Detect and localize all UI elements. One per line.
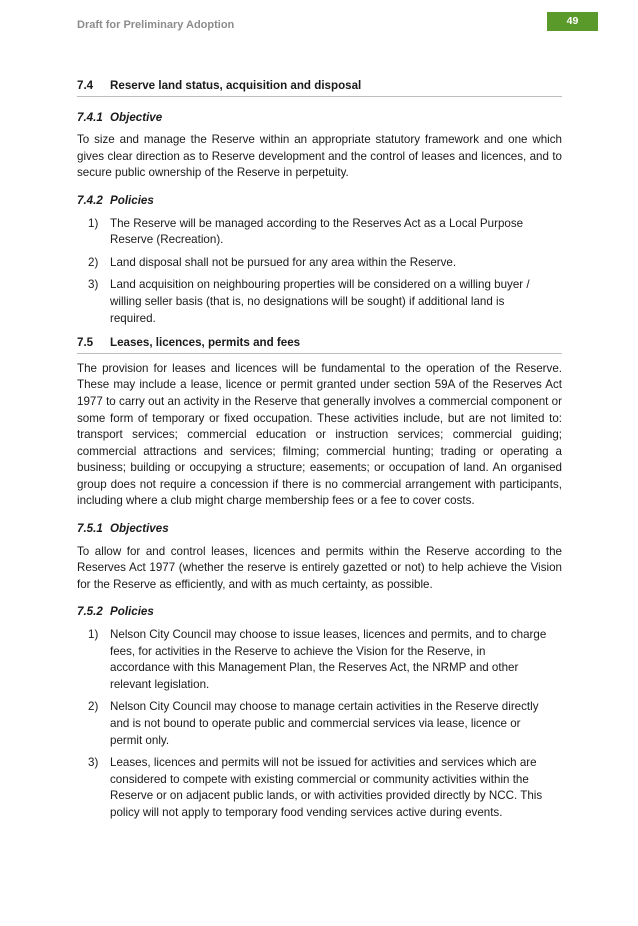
list-marker: 3) [88,756,99,770]
objectives-paragraph: To allow for and control leases, licences and permits within the Reserve according to the Reserves Act 1977 (whether the reserve is entirely gazetted or not) to help achieve the Vision for the Reserve as efficiently, and with as much certainty, as possible. [77,544,562,591]
list-item [77,255,548,272]
subsection-heading-7-4-2 [77,193,562,210]
subsection-number: 7.4.2 [77,193,103,207]
subsection-number: 7.4.1 [77,110,103,124]
section-number: 7.5 [77,336,94,350]
list-item-text: Land acquisition on neighbouring properties will be considered on a willing buyer / willing seller basis (that is, no designations will be sought) if additional land is required. [110,278,530,325]
subsection-heading-7-5-1 [77,521,562,538]
list-item-text: Nelson City Council may choose to issue leases, licences and permits, and to charge fees, for activities in the Reserve to achieve the Vision for the Reserve, in accordance with this Management Plan, the Reserves Act, the NRMP and other relevant legislation. [110,628,547,691]
section-title: Leases, licences, permits and fees [110,336,301,350]
subsection-title: Policies [110,605,154,619]
list-item [77,755,548,821]
subsection-title: Objective [110,110,163,124]
leases-paragraph: The provision for leases and licences will be fundamental to the operation of the Reserve. These may include a lease, licence or permit granted under section 59A of the Reserves Act 1977 to carry out an activity in the Reserve that generally involves a commercial component or some form of temporary or fixed occupation. These activities include, but are not limited to: transport services; commercial education or instruction services; commercial guiding; commercial attractions and services; filming; commercial hunting; trading or operating a business; building or occupying a structure; easements; or occupation of land. An organised group does not require a concession if there is no commercial arrangement with participants, including where a club might charge membership fees or a fee to cover costs. [77,361,562,508]
list-item-text: The Reserve will be managed according to the Reserves Act as a Local Purpose Reserve (Recreation). [110,216,524,247]
section-title: Reserve land status, acquisition and disposal [110,79,362,92]
list-marker: 2) [88,700,99,714]
list-item [77,627,548,693]
subsection-number: 7.5.1 [77,522,103,536]
policies-list-7-4-2 [77,216,562,328]
list-marker: 2) [88,255,99,269]
list-item-text: Nelson City Council may choose to manage certain activities in the Reserve directly and is not bound to operate public and commercial services via lease, licence or permit only. [110,700,539,747]
list-item [77,699,548,749]
list-marker: 1) [88,628,99,642]
document-body [77,78,562,822]
section-number: 7.4 [77,79,94,92]
list-item [77,277,548,327]
list-item-text: Leases, licences and permits will not be issued for activities and services which are considered to compete with existing commercial or community activities within the Reserve or on adjacent public lands, or with activities provided directly by NCC. This policy will not apply to temporary food vending services active during events. [110,756,543,819]
list-marker: 1) [88,216,99,230]
page-number-badge: 49 [547,12,598,31]
section-heading-7-4 [77,78,562,97]
subsection-title: Policies [110,193,154,207]
subsection-heading-7-4-1 [77,110,562,127]
objective-paragraph: To size and manage the Reserve within an appropriate statutory framework and one which gives clear direction as to Reserve development and the control of leases and licences, and to secure public ownership of the Reserve in perpetuity. [77,133,562,180]
subsection-heading-7-5-2 [77,604,562,621]
list-item [77,216,548,249]
subsection-number: 7.5.2 [77,605,103,619]
policies-list-7-5-2 [77,627,562,822]
section-heading-7-5 [77,335,562,354]
subsection-title: Objectives [110,522,169,536]
list-marker: 3) [88,278,99,292]
list-item-text: Land disposal shall not be pursued for any area within the Reserve. [110,255,457,269]
draft-label: Draft for Preliminary Adoption [77,19,235,31]
